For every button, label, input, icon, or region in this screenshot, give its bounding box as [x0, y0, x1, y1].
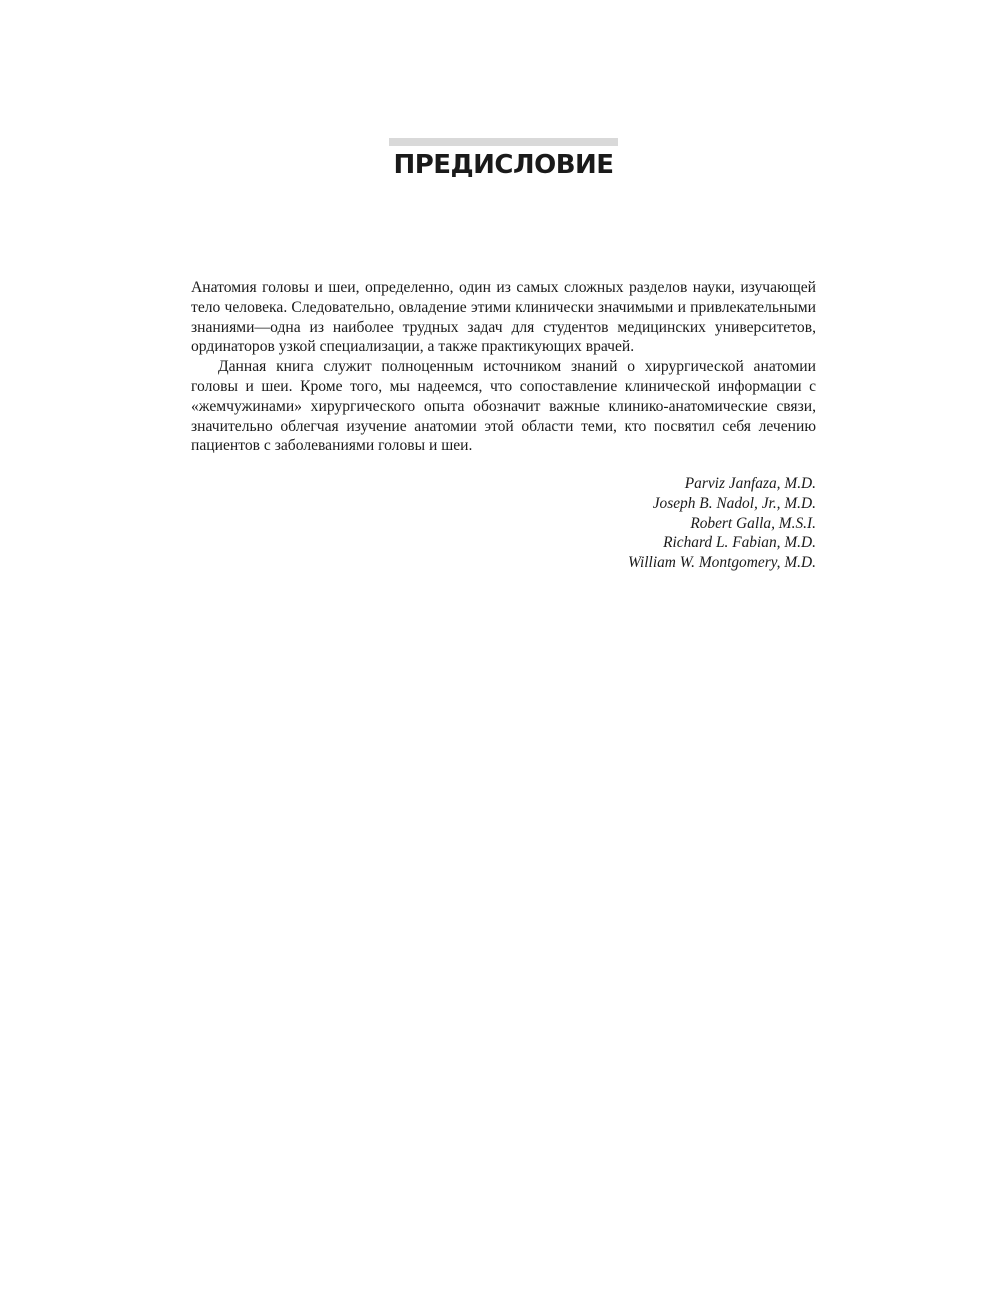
preface-body — [191, 278, 816, 456]
paragraph: Анатомия головы и шеи, определенно, один из самых сложных разделов науки, изучающей тело человека. Следовательно, овладение этими клинически значимыми и привлекательными знаниями—одна из наиболее трудных задач для студентов медицинских университетов, ординаторов узкой специализации, а также практикующих врачей. — [191, 279, 816, 356]
signature: Parviz Janfaza, M.D. — [684, 475, 816, 492]
signature: Robert Galla, M.S.I. — [690, 514, 816, 532]
signature-list — [628, 474, 816, 573]
signature: Joseph B. Nadol, Jr., M.D. — [652, 494, 816, 512]
signature: Richard L. Fabian, M.D. — [663, 534, 816, 552]
heading-block — [389, 138, 618, 180]
paragraph: Данная книга служит полноценным источником знаний о хирургической анатомии головы и шеи. Кроме того, мы надеемся, что сопоставление клинической информации с «жемчужинами» хирургического опыта обозначит важные клинико-анатомические связи, значительно облегчая изучение анатомии этой области теми, кто посвятил себя лечению пациентов с заболеваниями головы и шеи. — [191, 358, 816, 455]
heading-rule — [389, 138, 618, 146]
signature: William W. Montgomery, M.D. — [628, 554, 816, 572]
page-title: ПРЕДИСЛОВИЕ — [393, 150, 614, 180]
